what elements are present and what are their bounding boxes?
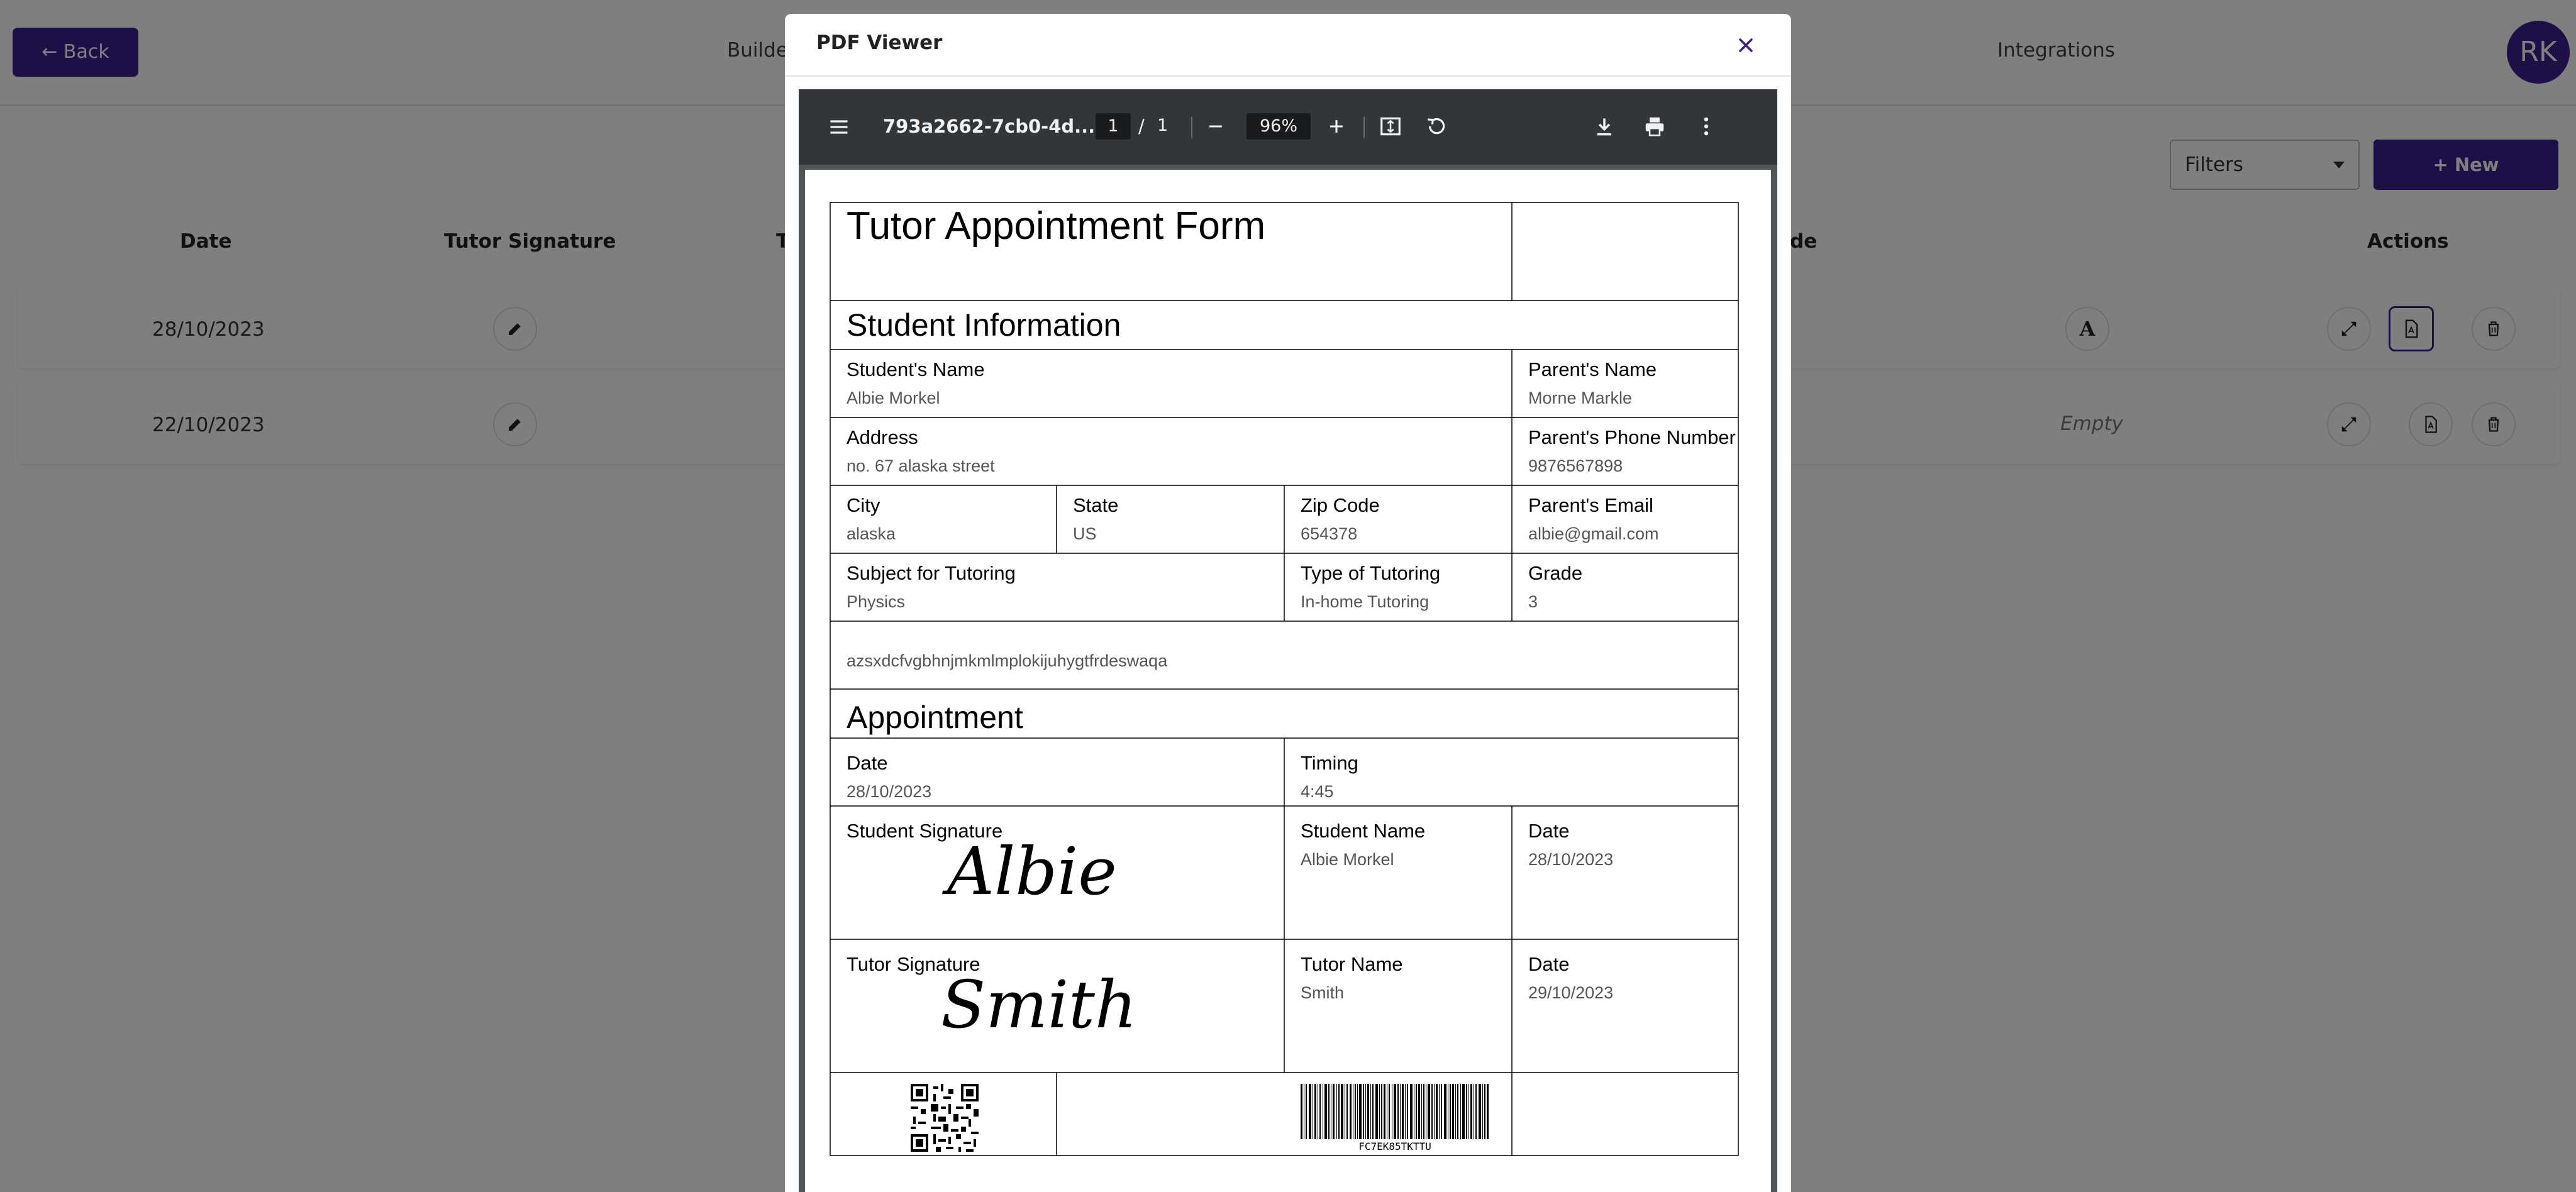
- qr-code: [911, 1084, 979, 1152]
- tutor-signature: Smith: [941, 966, 1137, 1043]
- value-parent-name: Morne Markle: [1528, 389, 1633, 407]
- label-student-signature: Student Signature: [847, 820, 1003, 842]
- label-parent-email: Parent's Email: [1528, 494, 1653, 516]
- download-icon[interactable]: [1592, 114, 1616, 138]
- label-student-sign-date: Date: [1528, 820, 1570, 842]
- page-separator: /: [1138, 116, 1145, 137]
- page-number-input[interactable]: 1: [1096, 113, 1131, 140]
- barcode: [1301, 1084, 1489, 1139]
- value-appointment-date: 28/10/2023: [847, 782, 932, 801]
- pdf-viewer-modal: [785, 14, 1791, 1192]
- form-title: Tutor Appointment Form: [847, 204, 1266, 248]
- label-appointment-date: Date: [847, 752, 888, 774]
- rotate-icon[interactable]: [1424, 114, 1448, 138]
- label-tutoring-type: Type of Tutoring: [1301, 562, 1441, 584]
- label-zip-code: Zip Code: [1301, 494, 1380, 516]
- page-total: 1: [1157, 116, 1169, 135]
- value-parent-email: albie@gmail.com: [1528, 524, 1659, 543]
- value-notes: azsxdcfvgbhnjmkmlmplokijuhygtfrdeswaqa: [847, 651, 1168, 670]
- section-title-appointment: Appointment: [847, 700, 1023, 735]
- pdf-toolbar: [799, 89, 1777, 165]
- label-tutor-signature: Tutor Signature: [847, 953, 980, 975]
- toolbar-divider: [1363, 117, 1365, 138]
- pdf-viewer: [799, 89, 1777, 1192]
- label-student-name-2: Student Name: [1301, 820, 1426, 842]
- value-parent-phone: 9876567898: [1528, 456, 1623, 475]
- toolbar-divider: [1191, 117, 1192, 138]
- value-tutor-sign-date: 29/10/2023: [1528, 983, 1614, 1002]
- value-student-name: Albie Morkel: [847, 389, 940, 407]
- value-zip-code: 654378: [1301, 524, 1358, 543]
- label-timing: Timing: [1301, 752, 1358, 774]
- fit-page-icon[interactable]: [1379, 114, 1402, 138]
- value-grade: 3: [1528, 592, 1538, 611]
- value-address: no. 67 alaska street: [847, 456, 995, 475]
- value-student-sign-date: 28/10/2023: [1528, 850, 1614, 869]
- close-icon[interactable]: [1733, 33, 1758, 58]
- value-subject: Physics: [847, 592, 906, 611]
- print-icon[interactable]: [1643, 114, 1667, 138]
- pdf-page: [805, 170, 1771, 1192]
- label-state: State: [1073, 494, 1119, 516]
- label-address: Address: [847, 426, 918, 448]
- student-signature: Albie: [947, 833, 1117, 910]
- zoom-in-icon[interactable]: [1326, 116, 1347, 137]
- more-options-icon[interactable]: [1694, 114, 1718, 138]
- modal-header: [785, 14, 1791, 77]
- zoom-out-icon[interactable]: [1205, 116, 1226, 137]
- label-subject: Subject for Tutoring: [847, 562, 1016, 584]
- section-title-student-information: Student Information: [847, 307, 1121, 343]
- label-student-name: Student's Name: [847, 358, 985, 380]
- label-parent-name: Parent's Name: [1528, 358, 1657, 380]
- label-grade: Grade: [1528, 562, 1583, 584]
- value-tutoring-type: In-home Tutoring: [1301, 592, 1430, 611]
- menu-icon[interactable]: [828, 116, 850, 138]
- value-state: US: [1073, 524, 1097, 543]
- zoom-level[interactable]: 96%: [1246, 113, 1311, 140]
- label-tutor-sign-date: Date: [1528, 953, 1570, 975]
- label-city: City: [847, 494, 880, 516]
- barcode-text: FC7EK85TKTTU: [1358, 1140, 1431, 1152]
- value-city: alaska: [847, 524, 896, 543]
- label-parent-phone: Parent's Phone Number: [1528, 426, 1736, 448]
- pdf-file-name: 793a2662-7cb0-4d...: [883, 116, 1096, 137]
- value-timing: 4:45: [1301, 782, 1334, 801]
- label-tutor-name: Tutor Name: [1301, 953, 1403, 975]
- value-student-name-2: Albie Morkel: [1301, 850, 1394, 869]
- value-tutor-name: Smith: [1301, 983, 1345, 1002]
- modal-title: PDF Viewer: [816, 31, 943, 54]
